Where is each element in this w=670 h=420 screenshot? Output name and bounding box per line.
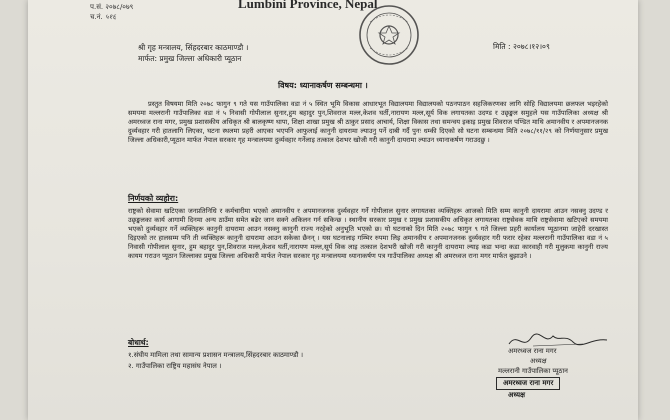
- name-stamp: अमरध्वज राना मगर: [496, 377, 560, 390]
- body-paragraph-2: राष्ट्रको सेवामा खटिएका जनप्रतिनिधि र कर्मचारीमा भएको अमानवीय र अपमानजनक दुर्व्यवहार गर्ने गोपीलाल सुनार लगायतका व्यक्तिहरू आजको मिति सम्म कानुनी दायरामा आउन नसक्नु उदण्ड र उछृङ्खलका कार्य आगामी दिनमा अन्य ठाउँमा समेत बढेर जान सक्ने अकिलन गर्न सकिन्छ । स्थानीय सरकार प्रमुख र प्रमुख प्रशासकीय अधिकृत लगायतका राष्ट्रसेवक माथि राष्ट्रसेवामा खटिएको समयमा भएको दुर्व्यवहार गर्ने व्यक्तिहरू कानुनी दायरामा आउन नसक्नु कानुनी राज्य नरहेको अनुभूति भएको छ। यो घटनाको दिन मिति २०७८ फागुन ९ गते जिल्ला प्रहरी कार्यालय प्यूठानमा जाहेरी दरखास्त दिइएको तर हालसम्म पनि ती व्यक्तिहरू कानुनी दायरामा आउन सकेका छैनन् । यस घटनालाइ गम्भिर रुपमा लिइ अमानवीय र अपमानजनक दुर्व्यवहार गरी फरार रहेका मल्लरानी गाउँपालिका वडा नं ५ निवासी गोपीलाल सुनार, हुम बहादुर पुन,शिवराज मल्ल,केशव घर्ती,नारायण मल्ल,सूर्य विक लाइ तत्काल देशभरी खोजी गरी कानुनी दायरामा ल्याइ कडा भन्दा कडा कारवाही गरी मुलुकमा कानुनी राज्य कायम गराउन प्यूठान जिल्लाका प्रमुख जिल्ला अधिकारी मार्फत नेपाल सरकार गृह मन्त्रालयमा ध्यानाकर्षण पत्र गाउँपालिका अध्यक्ष श्री अमरध्वज राना मगर मार्फत बुझाउने ।: [128, 207, 608, 261]
- date-label: मिति :: [493, 42, 511, 51]
- decision-heading: निर्णयको व्यहोरा:: [128, 194, 179, 203]
- dispatch-label: च.नं.: [90, 13, 103, 21]
- official-seal-icon: [358, 4, 420, 66]
- cc-item: १.संघीय मामिला तथा सामान्य प्रशासन मन्त्रालय,सिंहदरबार काठमाण्डौ ।: [128, 351, 304, 359]
- dispatch-number: [90, 13, 116, 22]
- recipient-line-2: मार्फत: प्रमुख जिल्ला अधिकारी प्यूठान: [138, 54, 242, 63]
- dispatch-value: ५१६: [105, 13, 116, 21]
- reference-number: प.सं. २०७८/०७९: [90, 3, 134, 11]
- cc-title: बोधार्थ:: [128, 338, 149, 347]
- letter-date: [493, 42, 550, 52]
- body-paragraph-1: प्रस्तुत विषयमा मिति २०७८ फागुन ९ गते यस गाउँपालिका वडा नं ५ स्थित भूमि विकास आधारभूत विद्यालयमा विद्यालयको पठनपाठन सहजिकरणका लागि सोहि विद्यालयमा छलफल भइरहेको समयमा मल्लरानी गाउँपालिका वडा नं ५ निवासी गोपीलाल सुनार,हुम बहादुर पुन,शिवराज मल्ल,केशव घर्ती,नारायण मल्ल,सूर्य विक लगायतका उदण्ड र उछृङ्खल समुहले यस गाउँपालिका अध्यक्ष श्री अमरध्वज राना मगर, प्रमुख प्रशासकीय अधिकृत श्री बालकृष्ण थापा, शिक्षा शाखा प्रमुख श्री ठाकुर प्रसाद आचार्य, शिक्षा विकास तथा समन्वय इकाइ प्रमुख शिवराज पण्डित माथि अमानवीय र अपमानजनक दुर्व्यवहार गरी हातलागि लिएका, घटना स्थलमा प्रहरी आएका भएपनि आफुलाई कानुनी दायरामा ल्याउनु पर्ने दाबी गर्दै पुनः धम्की दिएको सो घटना सम्बन्धमा मिति २०७८/११/२९ को निर्णयानुसार प्रमुख जिल्ला अधिकारी,प्यूठान मार्फत नेपाल सरकार गृह मन्त्रालयमा दुर्व्यवहार गर्नेलाइ तत्काल देशभर खोजी गरी कानुनी दायरामा ल्याउन ध्यानाकर्षण गराउदछु ।: [128, 100, 608, 145]
- title-stamp: अध्यक्ष: [508, 391, 526, 399]
- letter-page: [28, 0, 638, 420]
- signatory-office: मल्लरानी गाउँपालिका प्यूठान: [498, 367, 568, 375]
- recipient-line-1: श्री गृह मन्त्रालय, सिंहदरबार काठमाण्डौ ।: [138, 43, 249, 52]
- signatory-title: अध्यक्ष: [530, 357, 547, 365]
- signatory-name: अमरध्वज राना मगर: [508, 347, 557, 355]
- date-value: २०७८।१२।०९: [512, 42, 550, 51]
- subject-line: विषय: ध्यानाकर्षण सम्बन्धमा ।: [278, 81, 368, 90]
- letterhead-title: Lumbini Province, Nepal: [238, 0, 378, 11]
- cc-item: २. गाउँपालिका राष्ट्रिय महासंघ नेपाल ।: [128, 362, 222, 370]
